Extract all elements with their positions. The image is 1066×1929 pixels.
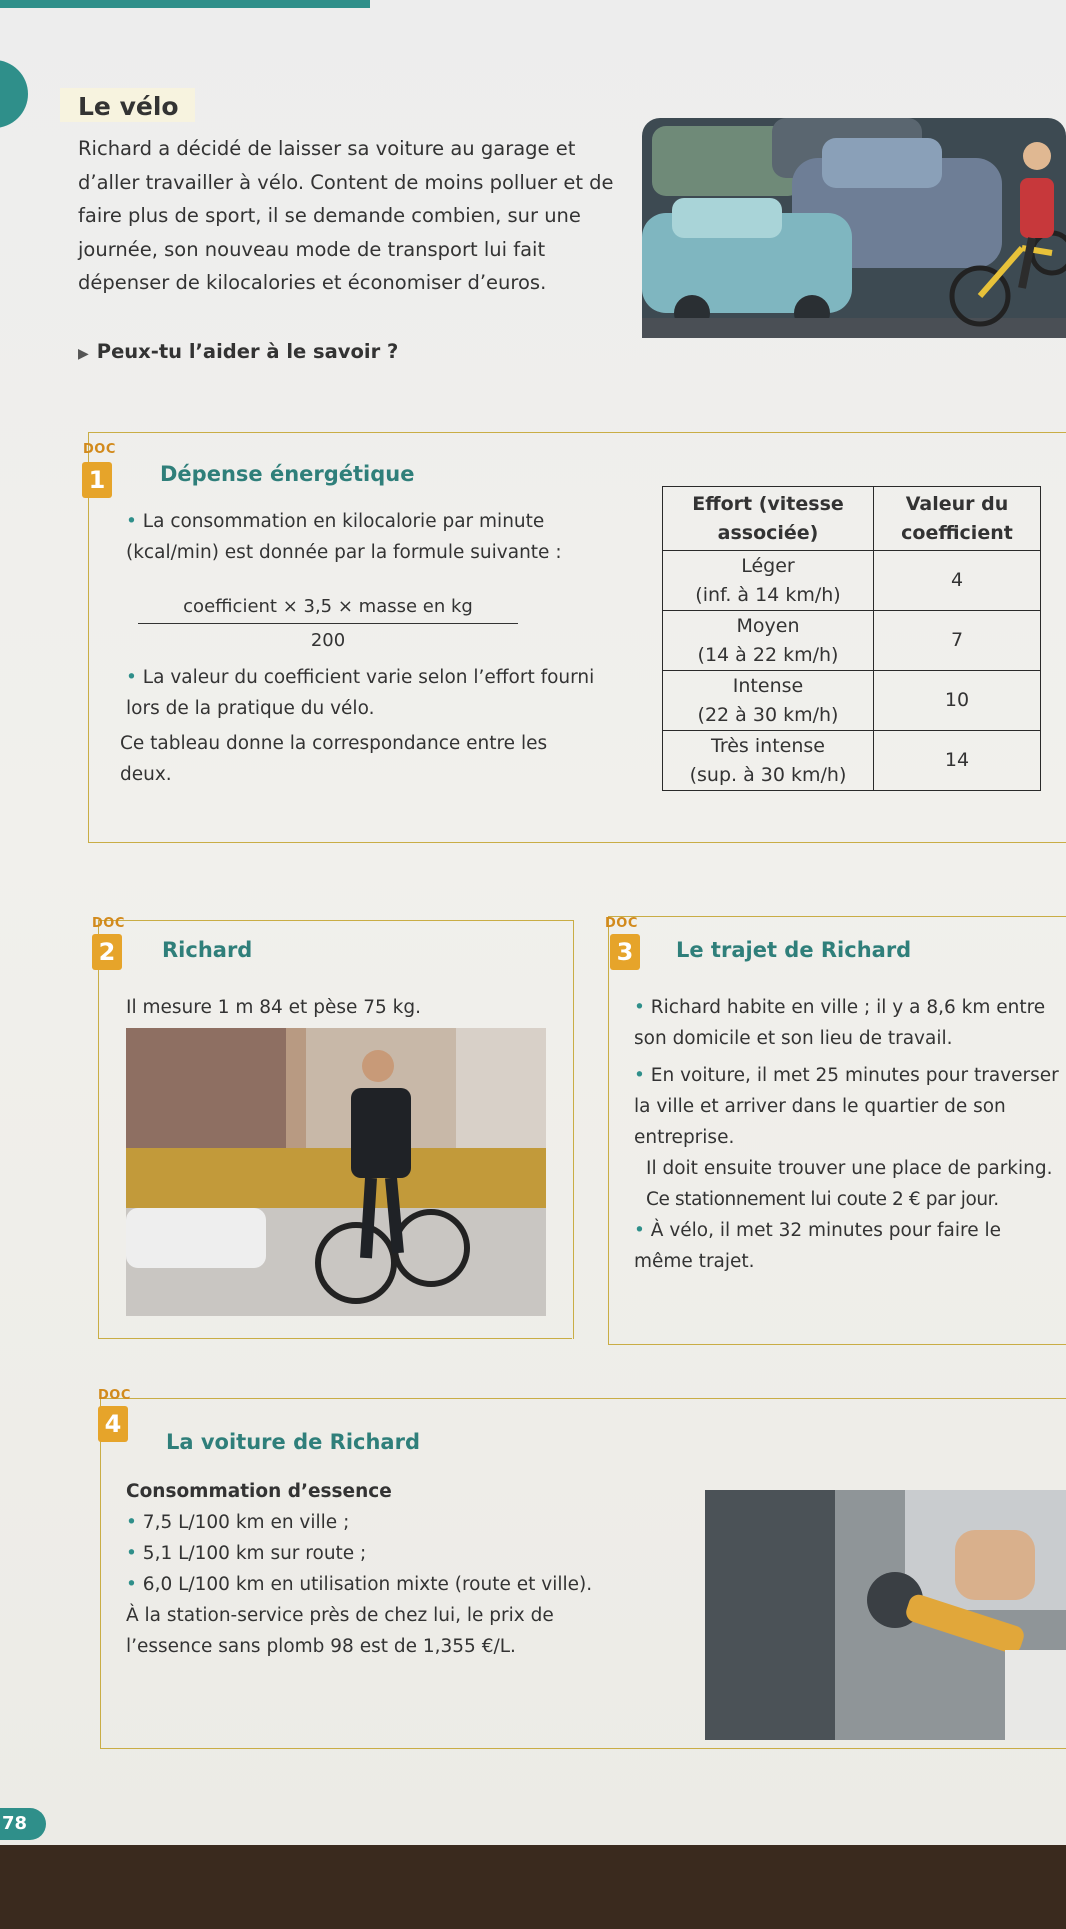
- table-row: [663, 731, 1041, 791]
- doc3-parking: Il doit ensuite trouver une place de parking.: [646, 1158, 1053, 1179]
- intro-paragraph: Richard a décidé de laisser sa voiture au garage et d’aller travailler à vélo. Content de moins polluer et de faire plus de sport, il se demande combien, sur une journée, son nouveau mode de transport lui fait dépenser de kilocalories et économiser d’euros.: [78, 137, 614, 294]
- formula-denominator: 200: [310, 630, 346, 651]
- fuel-consumption-heading: Consommation d’essence: [126, 1481, 392, 1502]
- doc2-bottom-rule: [98, 1338, 572, 1339]
- doc3-cost: Ce stationnement lui coute 2 € par jour.: [646, 1189, 999, 1210]
- fuel-price: À la station-service près de chez lui, le prix de l’essence sans plomb 98 est de 1,355 €/L.: [126, 1605, 554, 1657]
- effort-cell: [663, 671, 874, 731]
- doc3-bullet1: • Richard habite en ville ; il y a 8,6 km entre son domicile et son lieu de travail.: [634, 992, 1064, 1054]
- doc4-body: [126, 1476, 686, 1662]
- table-row: [663, 611, 1041, 671]
- fuel-city: • 7,5 L/100 km en ville ;: [126, 1507, 686, 1538]
- effort-speed: (sup. à 30 km/h): [689, 763, 847, 786]
- coefficient-cell: 10: [874, 671, 1041, 731]
- page-title: Le vélo: [78, 92, 179, 121]
- doc3-bottom-rule: [608, 1344, 1066, 1345]
- effort-speed: (inf. à 14 km/h): [695, 583, 841, 606]
- doc1-number: 1: [82, 462, 112, 498]
- fuel-mixed: • 6,0 L/100 km en utilisation mixte (route et ville).: [126, 1569, 686, 1600]
- consumption-formula: [138, 596, 518, 651]
- coefficient-cell: 14: [874, 731, 1041, 791]
- doc3-bullet3: • À vélo, il met 32 minutes pour faire le même trajet.: [634, 1215, 1064, 1277]
- doc1-bullet2: [126, 662, 596, 724]
- doc4-number: 4: [98, 1406, 128, 1442]
- effort-level: Très intense: [711, 734, 825, 757]
- table-row: [663, 671, 1041, 731]
- effort-level: Léger: [741, 554, 795, 577]
- question-line: [78, 340, 398, 363]
- table-header-effort: Effort (vitesse associée): [663, 487, 874, 551]
- doc1-title: Dépense énergétique: [160, 462, 415, 486]
- doc2-label: DOC: [92, 916, 125, 931]
- table-row: [663, 551, 1041, 611]
- effort-level: Moyen: [736, 614, 800, 637]
- coefficient-cell: 4: [874, 551, 1041, 611]
- question-text: Peux-tu l’aider à le savoir ?: [96, 340, 399, 363]
- doc2-text: Il mesure 1 m 84 et pèse 75 kg.: [126, 997, 421, 1018]
- doc3-title: Le trajet de Richard: [676, 938, 912, 962]
- fuel-pump-photo: [705, 1490, 1066, 1740]
- doc3-bullet2: • En voiture, il met 25 minutes pour traverser la ville et arriver dans le quartier de son entreprise.: [634, 1060, 1064, 1153]
- fuel-road: • 5,1 L/100 km sur route ;: [126, 1538, 686, 1569]
- effort-speed: (14 à 22 km/h): [697, 643, 839, 666]
- doc1-bullet1: [126, 506, 596, 568]
- effort-cell: [663, 551, 874, 611]
- top-color-bar: [0, 0, 370, 8]
- effort-level: Intense: [732, 674, 804, 697]
- doc2-title: Richard: [162, 938, 253, 962]
- effort-cell: [663, 731, 874, 791]
- doc1-note: Ce tableau donne la correspondance entre les deux.: [120, 733, 548, 785]
- doc4-label: DOC: [98, 1388, 131, 1403]
- coefficient-cell: 7: [874, 611, 1041, 671]
- traffic-cyclist-illustration: [642, 118, 1066, 338]
- effort-cell: [663, 611, 874, 671]
- coefficient-table: [662, 486, 1041, 791]
- doc2-number: 2: [92, 934, 122, 970]
- doc1-bullet1-text: • La consommation en kilocalorie par minute (kcal/min) est donnée par la formule suivante :: [126, 506, 596, 568]
- effort-speed: (22 à 30 km/h): [697, 703, 839, 726]
- doc3-body: [634, 992, 1064, 1277]
- doc4-bottom-rule: [100, 1748, 1066, 1749]
- arrow-icon: ▶: [78, 346, 89, 362]
- page-number: 78: [0, 1808, 46, 1840]
- richard-cycling-photo: [126, 1028, 546, 1316]
- table-header-value: Valeur du coefficient: [874, 487, 1041, 551]
- doc1-bottom-rule: [88, 842, 1066, 843]
- doc1-bullet2-text: • La valeur du coefficient varie selon l’effort fourni lors de la pratique du vélo.: [126, 662, 596, 724]
- doc1-label: DOC: [83, 442, 116, 457]
- doc4-title: La voiture de Richard: [166, 1430, 420, 1454]
- table-header-row: [663, 487, 1041, 551]
- section-tab: [0, 60, 28, 128]
- formula-numerator: coefficient × 3,5 × masse en kg: [138, 596, 518, 624]
- doc3-number: 3: [610, 934, 640, 970]
- doc3-label: DOC: [605, 916, 638, 931]
